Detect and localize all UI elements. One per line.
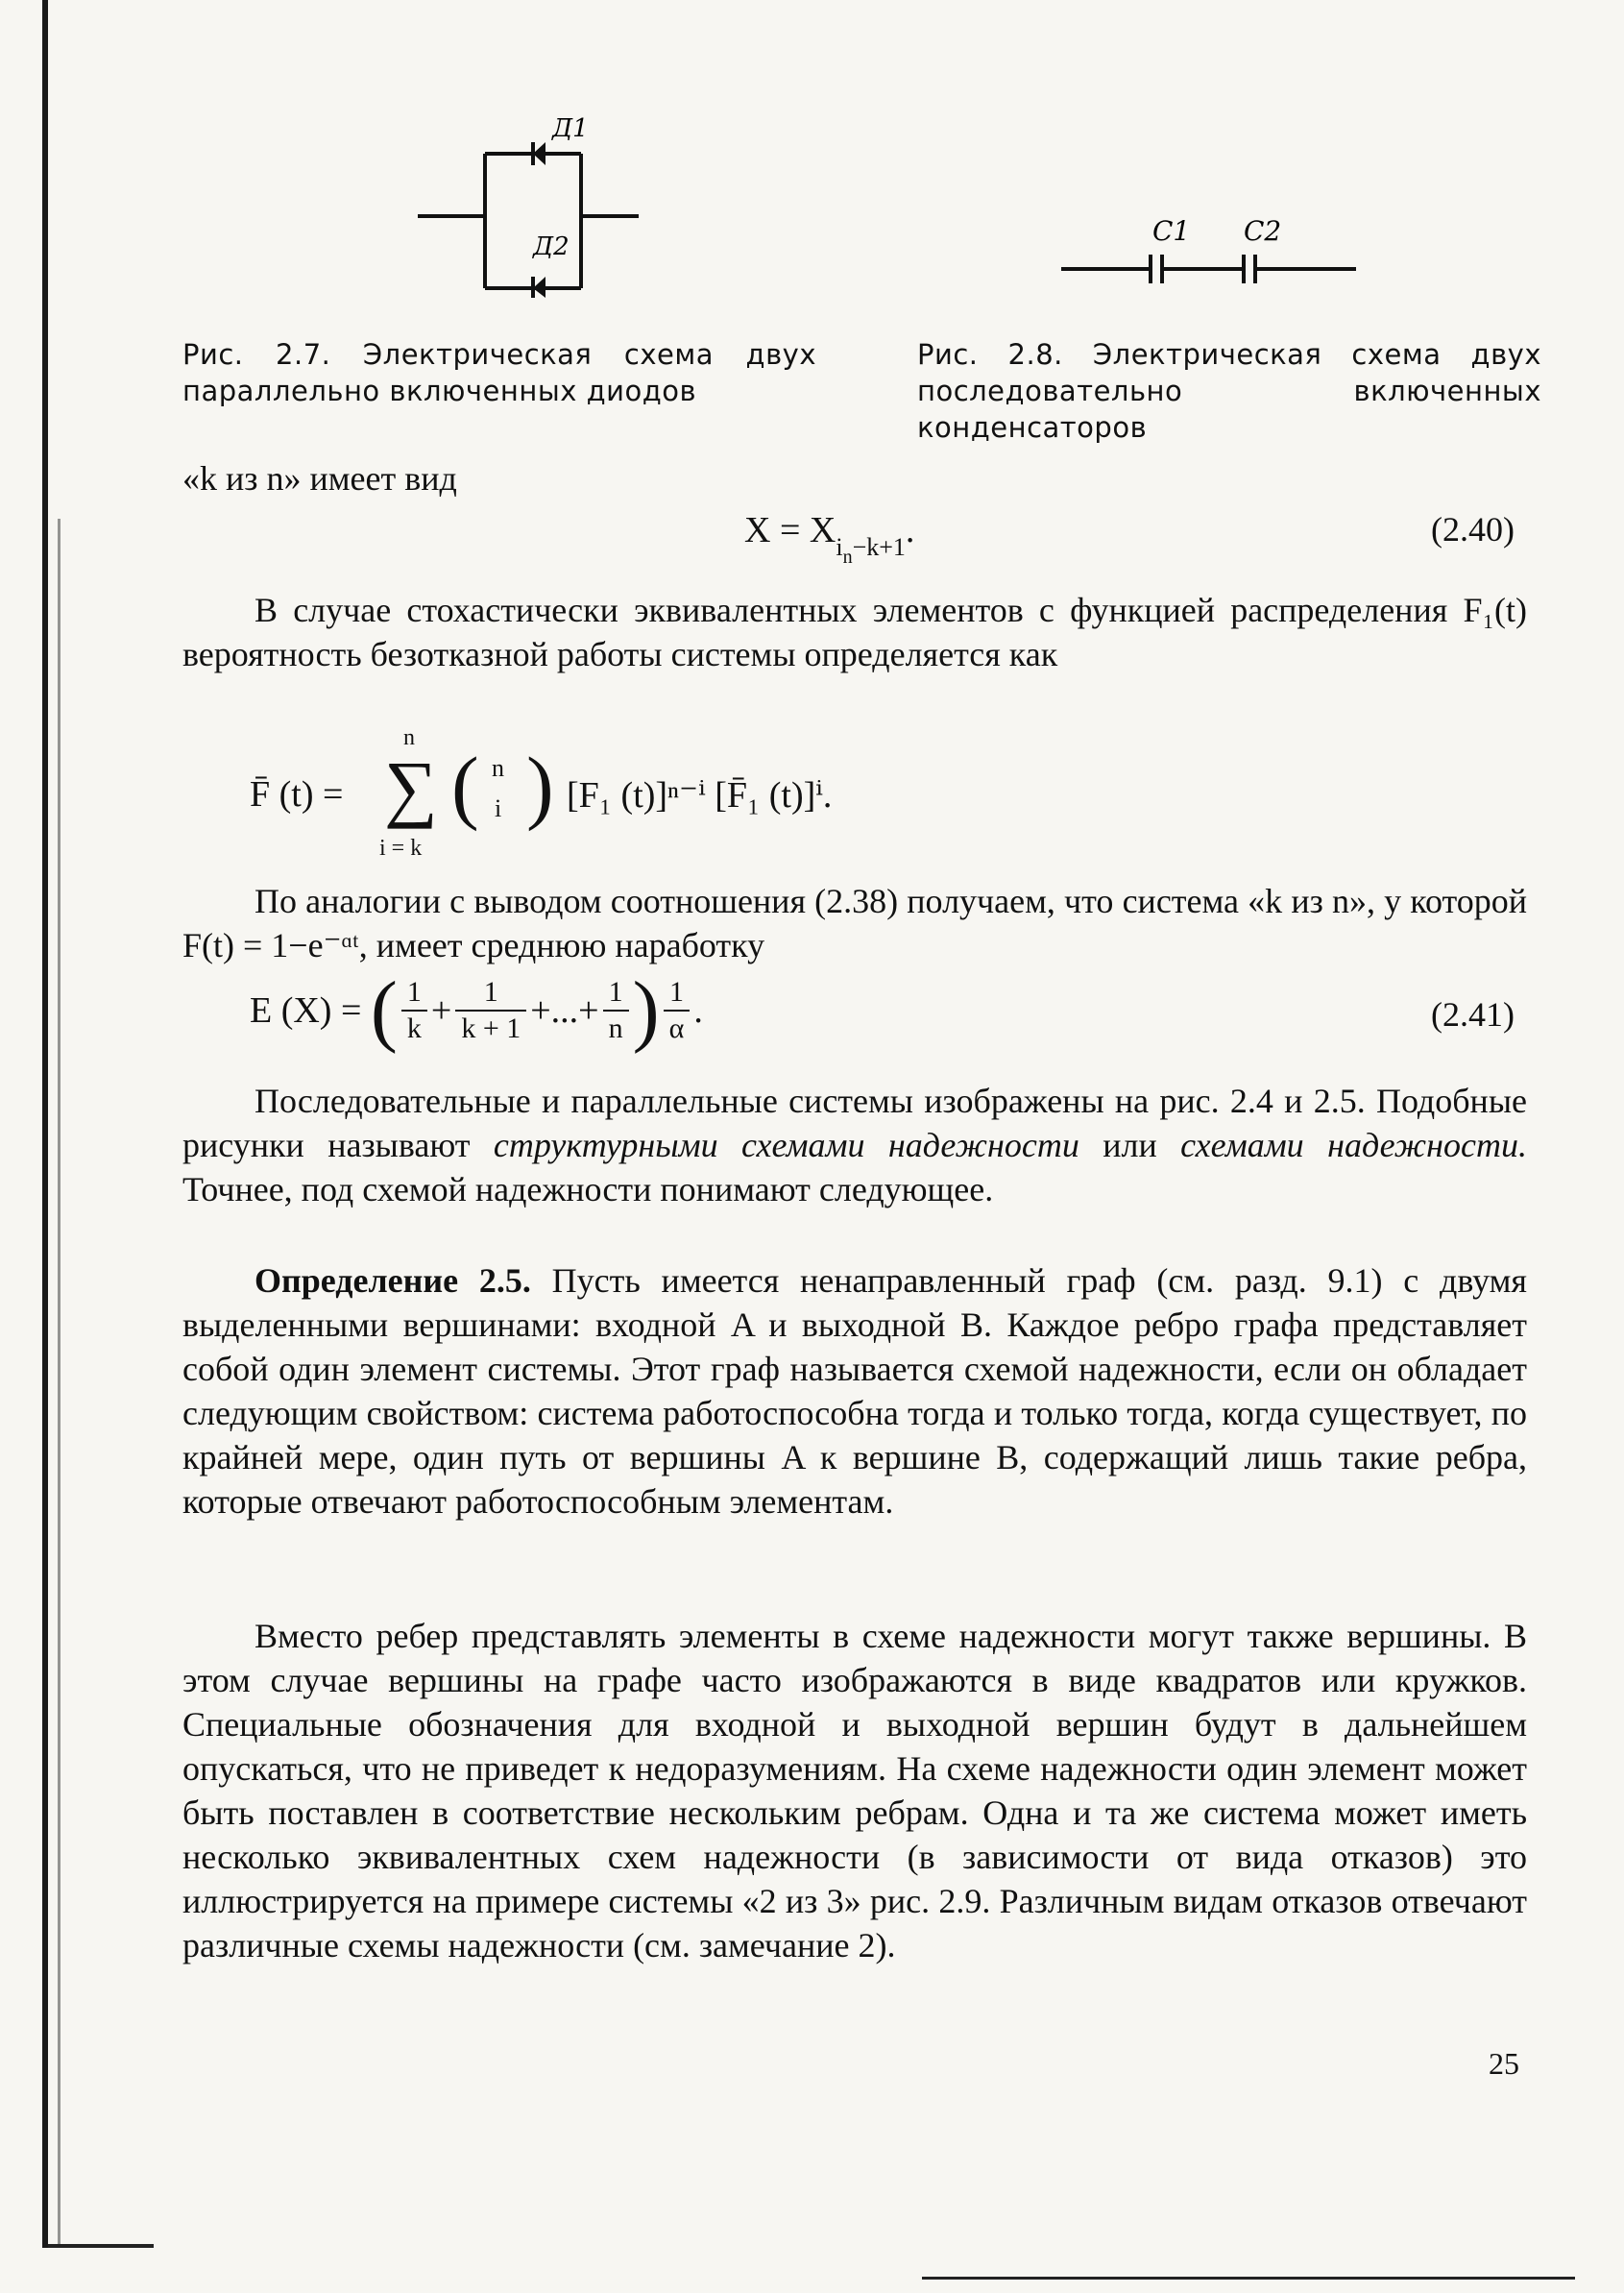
eq240-sub: i: [836, 533, 843, 561]
label-d1: Д1: [552, 114, 589, 143]
eq241-f2-num: 1: [455, 975, 526, 1012]
definition-body: Пусть имеется ненаправленный граф (см. разд. 9.1) с двумя выделенными вершинами: входной A и выходной B. Каждое ребро графа представляет собой один элемент системы. Этот граф называется схемой надежности, если он обладает следующим свойством: система работоспособна тогда и только тогда, когда существует, по крайней мере, один путь от вершины A к вершине B, содержащий лишь такие ребра, которые отвечают работоспособным элементам.: [182, 1261, 1527, 1521]
equation-reliability-sum: F̄ (t) = n ∑ i = k ( n i ) [F₁ (t)]ⁿ⁻ⁱ [F̄₁ (t)]ⁱ.: [250, 725, 833, 861]
definition-label: Определение 2.5.: [255, 1261, 531, 1300]
eq241-f2-den: k + 1: [461, 1012, 521, 1044]
paragraph-analogy: По аналогии с выводом соотношения (2.38) получаем, что система «k из n», у которой F(t) = 1−e⁻ᵅᵗ, имеет среднюю наработку: [182, 882, 1527, 964]
eq241-f3-num: 1: [603, 975, 629, 1012]
eq241-dots: +...+: [530, 990, 599, 1031]
p4-part-b: или: [1079, 1126, 1181, 1164]
paragraph-vertices: Вместо ребер представлять элементы в схеме надежности могут также вершины. В этом случае вершины на графе часто изображаются в виде квадратов или кружков. Специальные обозначения для входной и выходной вершин будут в дальнейшем опускаться, что не приведет к недоразумениям. На схеме надежности один элемент может быть поставлен в соответствие нескольким ребрам. Одна и та же система может иметь несколько эквивалентных схем надежности (в зависимости от вида отказов) это иллюстрируется на примере системы «2 из 3» рис. 2.9. Различным видам отказов отвечают различные схемы надежности (см. замечание 2).: [182, 1617, 1527, 1964]
eqF-sum-bottom: i = k: [379, 836, 423, 861]
eqF-lhs: F̄ (t) =: [250, 774, 344, 815]
eq240-subrest: −k+1: [852, 533, 906, 561]
eqF-rhs: [F₁ (t)]ⁿ⁻ⁱ [F̄₁ (t)]ⁱ.: [567, 775, 833, 816]
paragraph-k-of-n-form: «k из n» имеет вид: [182, 459, 457, 498]
figure-2-8-diagram: [1056, 202, 1364, 288]
bottom-left-rule: [48, 2244, 154, 2248]
figure-2-7-diagram: [413, 106, 653, 298]
eq241-f1-den: k: [406, 1012, 422, 1044]
eqF-binom-bottom: i: [495, 794, 502, 822]
term-reliability-schemes: схемами надежности.: [1180, 1126, 1528, 1164]
eq240-subsub: n: [842, 547, 853, 568]
eqF-sum-top: n: [403, 725, 415, 750]
page-number: 25: [1489, 2046, 1519, 2081]
figure-2-8-text: Электрическая схема двух последовательно включенных конденсаторов: [917, 338, 1541, 444]
equation-2-40: $X = X_{i_n-k+1}$.: [744, 510, 915, 568]
eq241-f4-den: α: [668, 1012, 685, 1044]
label-d2: Д2: [533, 232, 570, 261]
paragraph-definition-2-5: [182, 1258, 1527, 1524]
label-c2: C2: [1244, 215, 1282, 247]
eq241-f3-den: n: [608, 1012, 623, 1044]
figure-2-8-caption: [917, 336, 1541, 446]
p4-part-c: Точнее, под схемой надежности понимают следующее.: [182, 1170, 994, 1208]
p4-part-a: Последовательные и параллельные системы изображены на рис. 2.4 и 2.5. Подобные рисунки называют: [182, 1082, 1527, 1164]
paragraph-stochastic: В случае стохастически эквивалентных элементов с функцией распределения F₁(t) вероятность безотказной работы системы определяется как: [182, 591, 1527, 673]
eqF-sum-sign: ∑: [384, 745, 438, 829]
paragraph-reliability-schemes: [182, 1079, 1527, 1211]
equation-2-41-number: (2.41): [1431, 995, 1515, 1034]
label-c1: C1: [1152, 215, 1191, 247]
figure-2-7-caption: [182, 336, 816, 409]
binding-edge: [42, 0, 48, 2248]
equation-2-41: E (X) = ( $\frac{1}{k}$ + $\frac{1}{k + 1}$ +...+ $\frac{1}{n}$ ) $\frac{1}{\alpha}$ .: [250, 965, 703, 1055]
eq241-lhs: E (X) =: [250, 990, 362, 1031]
eq241-f1-num: 1: [401, 975, 427, 1012]
bottom-right-rule: [922, 2277, 1575, 2280]
eq241-f4-num: 1: [664, 975, 691, 1012]
eqF-binom-top: n: [492, 754, 504, 782]
equation-2-40-number: (2.40): [1431, 510, 1515, 549]
binding-shadow: [58, 519, 61, 2248]
term-structural-schemes: структурными схемами надежности: [493, 1126, 1079, 1164]
figure-2-7-number: Рис. 2.7.: [182, 338, 331, 371]
eq240-lhs: X = X: [744, 510, 836, 550]
figure-2-7-text: Электрическая схема двух параллельно включенных диодов: [182, 338, 816, 407]
figure-2-8-number: Рис. 2.8.: [917, 338, 1063, 371]
